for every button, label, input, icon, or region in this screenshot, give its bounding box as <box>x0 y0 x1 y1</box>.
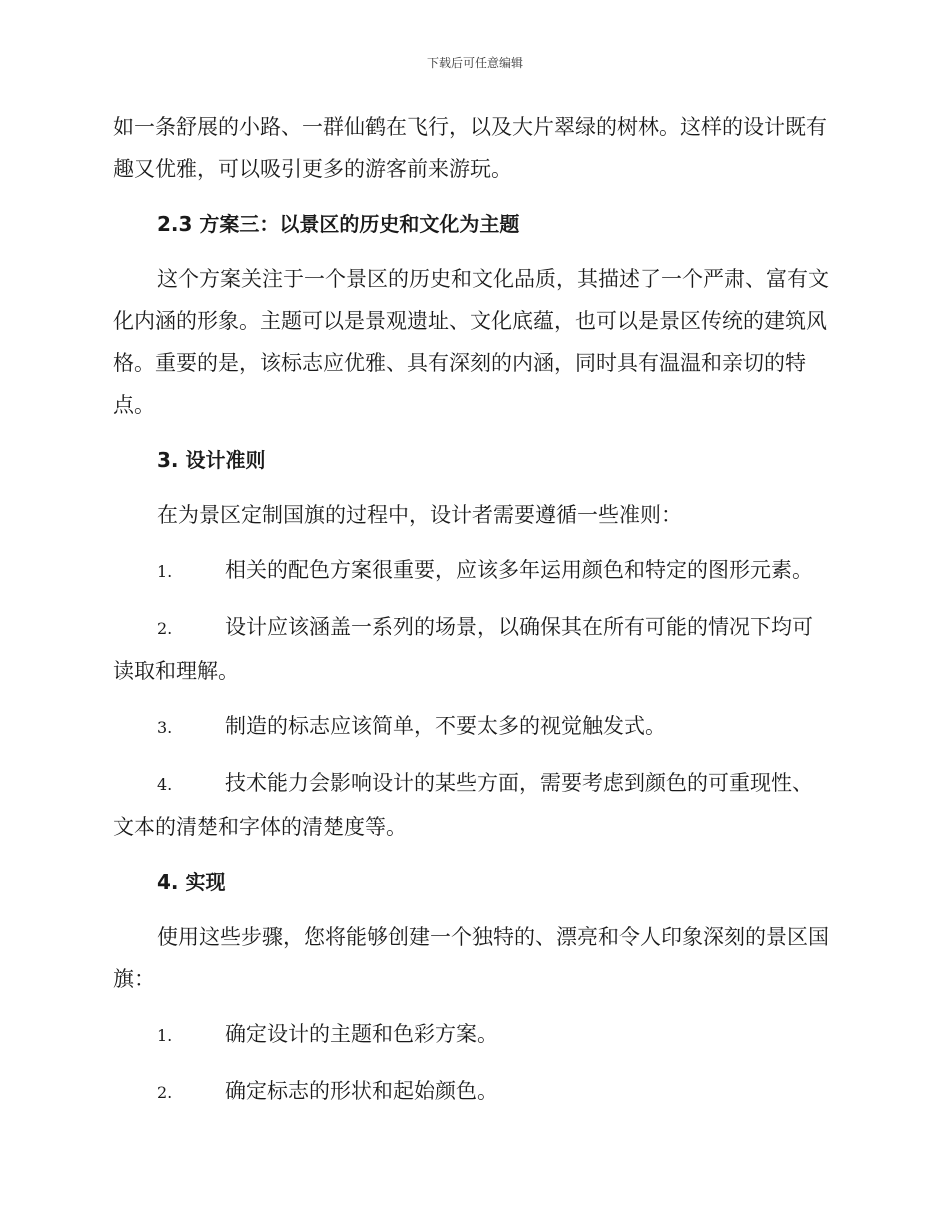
list-number: 2. <box>157 1083 173 1102</box>
paragraph-implementation-intro: 使用这些步骤，您将能够创建一个独特的、漂亮和令人印象深刻的景区国旗： <box>113 925 829 991</box>
paragraph-guidelines-intro: 在为景区定制国旗的过程中，设计者需要遵循一些准则： <box>157 503 682 527</box>
section-heading-2-3: 2.3 方案三：以景区的历史和文化为主题 <box>157 212 520 236</box>
list-text: 技术能力会影响设计的某些方面，需要考虑到颜色的可重现性、文本的清楚和字体的清楚度等。 <box>113 771 813 839</box>
list-text: 确定标志的形状和起始颜色。 <box>225 1079 498 1103</box>
list-text: 制造的标志应该简单，不要太多的视觉触发式。 <box>225 714 666 738</box>
list-number: 4. <box>157 775 173 794</box>
list-item <box>113 762 833 848</box>
list-number: 1. <box>157 562 173 581</box>
list-text: 设计应该涵盖一系列的场景，以确保其在所有可能的情况下均可读取和理解。 <box>113 615 813 683</box>
list-number: 3. <box>157 718 173 737</box>
list-item <box>113 1013 833 1057</box>
list-item <box>113 1070 833 1114</box>
list-item <box>113 705 833 749</box>
document-body <box>113 106 833 1127</box>
list-number: 2. <box>157 619 173 638</box>
page-header: 下载后可任意编辑 <box>426 56 523 70</box>
list-item <box>113 606 833 692</box>
section-heading-4: 4. 实现 <box>157 870 226 894</box>
list-number: 1. <box>157 1026 173 1045</box>
paragraph-plan-three: 这个方案关注于一个景区的历史和文化品质，其描述了一个严肃、富有文化内涵的形象。主题可以是景观遗址、文化底蕴，也可以是景区传统的建筑风格。重要的是，该标志应优雅、具有深刻的内涵，同时具有温温和亲切的特点。 <box>113 267 829 417</box>
list-text: 相关的配色方案很重要，应该多年运用颜色和特定的图形元素。 <box>225 558 813 582</box>
list-item <box>113 549 833 593</box>
list-text: 确定设计的主题和色彩方案。 <box>225 1022 498 1046</box>
section-heading-3: 3. 设计准则 <box>157 448 266 472</box>
paragraph-continued: 如一条舒展的小路、一群仙鹤在飞行，以及大片翠绿的树林。这样的设计既有趣又优雅，可以吸引更多的游客前来游玩。 <box>113 115 827 181</box>
